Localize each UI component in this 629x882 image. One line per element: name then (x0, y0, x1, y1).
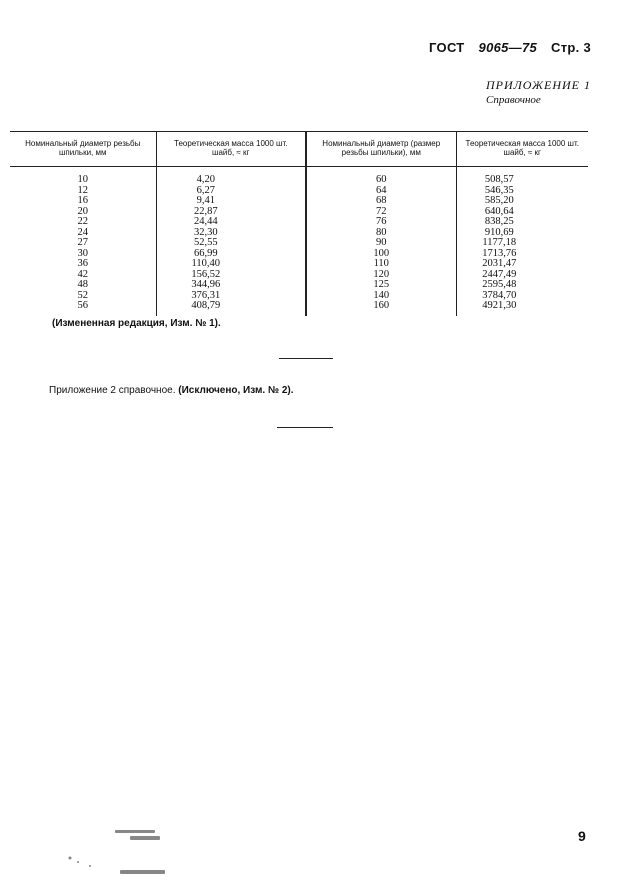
table-row (10, 196, 588, 207)
thread-diameter-cell: 36 (10, 259, 156, 270)
table-header-row (10, 132, 588, 167)
mass-cell: 6,27 (156, 186, 306, 197)
appendix-title: ПРИЛОЖЕНИЕ 1 (486, 78, 591, 92)
mass-cell: 22,87 (156, 207, 306, 218)
mass-cell: 508,57 (484, 174, 514, 185)
thread-diameter-cell: 22 (10, 217, 156, 228)
column-header: Теоретическая масса 1000 шт. шайб, ≈ кг (156, 132, 306, 167)
appendix-subtitle: Справочное (486, 94, 541, 106)
mass-cell: 1713,76 (482, 247, 517, 259)
thread-diameter-cell: 12 (10, 186, 156, 197)
thread-diameter-cell: 56 (10, 301, 156, 316)
mass-cell: 32,30 (156, 228, 306, 239)
mass-cell: 52,55 (156, 238, 306, 249)
mass-cell: 4,20 (156, 167, 306, 186)
library-stamp-mark (60, 820, 180, 880)
thread-diameter-cell: 48 (10, 280, 156, 291)
thread-diameter-cell: 125 (306, 280, 456, 291)
mass-cell: 910,69 (484, 226, 514, 238)
column-header: Номинальный диаметр (размер резьбы шпильки), мм (306, 132, 456, 167)
thread-diameter-cell: 10 (10, 167, 156, 186)
thread-diameter-cell: 72 (306, 207, 456, 218)
column-header: Номинальный диаметр резьбы шпильки, мм (10, 132, 156, 167)
mass-cell: 3784,70 (482, 289, 517, 301)
thread-diameter-cell: 140 (306, 291, 456, 302)
mass-cell: 2031,47 (482, 258, 517, 269)
mass-cell: 1177,18 (482, 237, 517, 248)
page-indicator: 3 (583, 40, 591, 55)
mass-cell: 546,35 (484, 184, 514, 196)
mass-cell: 110,40 (156, 259, 306, 270)
mass-cell: 156,52 (156, 270, 306, 281)
thread-diameter-cell: 80 (306, 228, 456, 239)
table-row (10, 301, 588, 316)
column-header: Теоретическая масса 1000 шт. шайб, ≈ кг (456, 132, 588, 167)
mass-cell: 640,64 (484, 205, 514, 217)
mass-cell: 24,44 (156, 217, 306, 228)
amendment-note: (Измененная редакция, Изм. № 1). (52, 318, 221, 329)
thread-diameter-cell: 68 (306, 196, 456, 207)
thread-diameter-cell: 42 (10, 270, 156, 281)
page-label: Стр. 3 (551, 40, 591, 55)
washer-mass-table (10, 131, 588, 316)
thread-diameter-cell: 60 (306, 167, 456, 186)
thread-diameter-cell: 20 (10, 207, 156, 218)
standard-number: 9065—75 (478, 40, 538, 55)
thread-diameter-cell: 24 (10, 228, 156, 239)
mass-cell: 9,41 (156, 196, 306, 207)
thread-diameter-cell: 160 (306, 301, 456, 316)
thread-diameter-cell: 16 (10, 196, 156, 207)
appendix-heading (486, 78, 591, 108)
table-body (10, 167, 588, 316)
thread-diameter-cell: 120 (306, 270, 456, 281)
page-number: 9 (578, 828, 586, 844)
mass-cell: 66,99 (156, 249, 306, 260)
page-header (429, 40, 591, 55)
thread-diameter-cell: 64 (306, 186, 456, 197)
thread-diameter-cell: 90 (306, 238, 456, 249)
thread-diameter-cell: 27 (10, 238, 156, 249)
appendix2-note: Приложение 2 справочное. (Исключено, Изм. № 2). (49, 385, 294, 396)
table-row (10, 280, 588, 291)
mass-cell: 376,31 (156, 291, 306, 302)
thread-diameter-cell: 30 (10, 249, 156, 260)
standard-label: ГОСТ (429, 40, 465, 55)
table-row (10, 217, 588, 228)
thread-diameter-cell: 52 (10, 291, 156, 302)
table-row (10, 167, 588, 186)
mass-cell: 344,96 (156, 280, 306, 291)
thread-diameter-cell: 110 (306, 259, 456, 270)
table-row (10, 238, 588, 249)
thread-diameter-cell: 100 (306, 249, 456, 260)
divider-line (277, 427, 333, 428)
mass-cell: 838,25 (484, 216, 514, 227)
table-row (10, 259, 588, 270)
mass-cell: 2447,49 (482, 268, 517, 280)
mass-cell: 408,79 (156, 301, 306, 316)
mass-cell: 4921,30 (482, 300, 517, 311)
thread-diameter-cell: 76 (306, 217, 456, 228)
mass-cell: 2595,48 (482, 279, 517, 290)
mass-cell: 585,20 (484, 195, 514, 206)
divider-line (279, 358, 333, 359)
